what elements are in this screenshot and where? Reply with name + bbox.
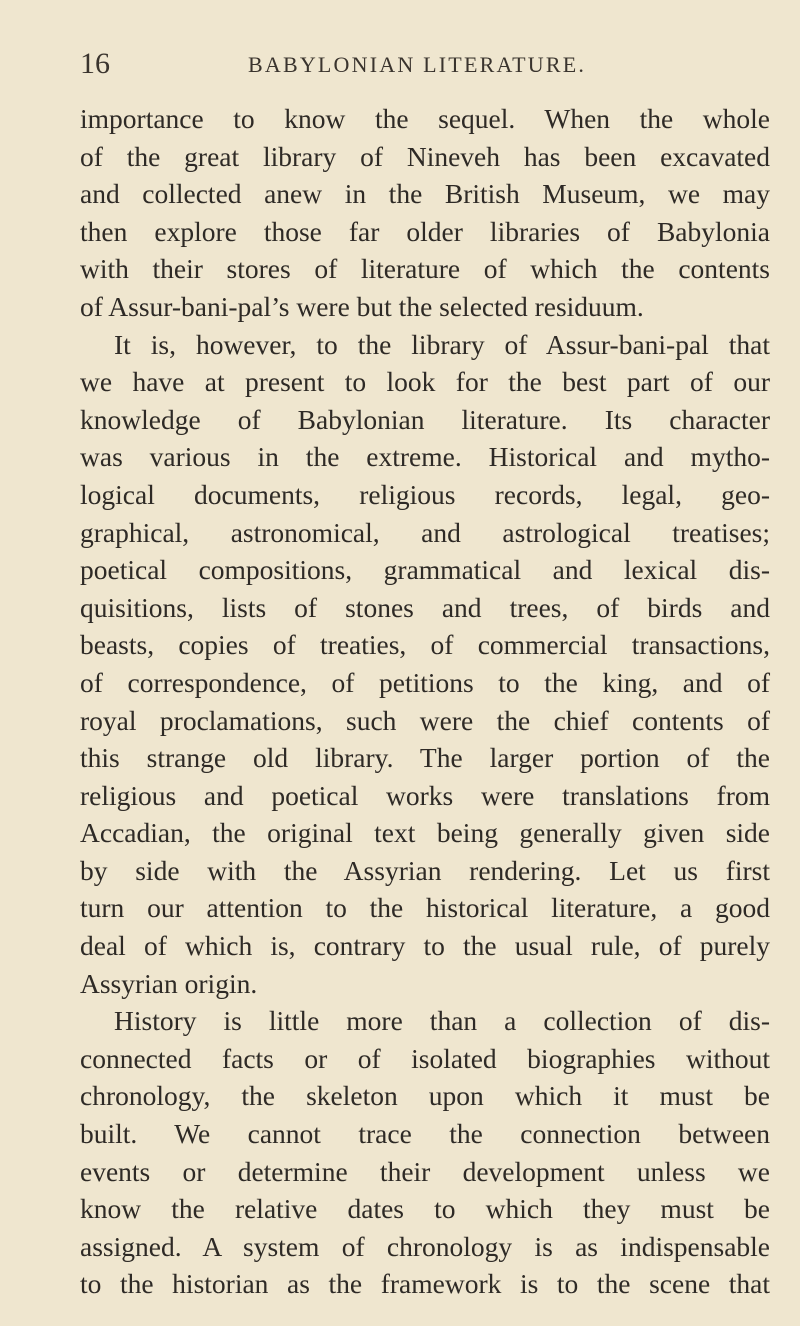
text-line: History is little more than a collection of dis- <box>114 1005 770 1037</box>
text-line: then explore those far older libraries of Babylonia <box>80 215 770 247</box>
text-line: to the historian as the framework is to the scene that <box>80 1268 770 1300</box>
text-line: logical documents, religious records, legal, geo- <box>80 478 770 510</box>
text-line: turn our attention to the historical literature, a good <box>80 892 770 924</box>
text-line: know the relative dates to which they must be <box>80 1193 770 1225</box>
text-line: we have at present to look for the best part of our <box>80 366 770 398</box>
text-line: was various in the extreme. Historical and mytho- <box>80 441 770 473</box>
text-line: knowledge of Babylonian literature. Its character <box>80 403 770 435</box>
text-line: royal proclamations, such were the chief contents of <box>80 704 770 736</box>
text-line: events or determine their development unless we <box>80 1155 770 1187</box>
text-line: beasts, copies of treaties, of commercial transactions, <box>80 629 770 661</box>
running-title: BABYLONIAN LITERATURE. <box>248 52 587 77</box>
text-line: It is, however, to the library of Assur-bani-pal that <box>114 328 770 360</box>
text-line: with their stores of literature of which the contents <box>80 253 770 285</box>
text-line: Accadian, the original text being generally given side <box>80 817 770 849</box>
text-line: graphical, astronomical, and astrological treatises; <box>80 516 770 548</box>
text-line: Assyrian origin. <box>80 967 258 999</box>
text-line: deal of which is, contrary to the usual rule, of purely <box>80 930 770 962</box>
text-line: quisitions, lists of stones and trees, of birds and <box>80 591 770 623</box>
text-line: religious and poetical works were translations from <box>80 779 770 811</box>
page-number: 16 <box>80 47 110 80</box>
text-line: by side with the Assyrian rendering. Let us first <box>80 854 770 886</box>
body-text <box>80 100 770 1303</box>
text-line: connected facts or of isolated biographies without <box>80 1042 770 1074</box>
text-line: and collected anew in the British Museum, we may <box>80 178 770 210</box>
running-head <box>80 46 760 82</box>
text-line: this strange old library. The larger portion of the <box>80 742 770 774</box>
text-line: assigned. A system of chronology is as indispensable <box>80 1230 770 1262</box>
text-line: of correspondence, of petitions to the king, and of <box>80 666 770 698</box>
text-line: poetical compositions, grammatical and lexical dis- <box>80 554 770 586</box>
text-line: chronology, the skeleton upon which it must be <box>80 1080 770 1112</box>
text-line: of the great library of Nineveh has been excavated <box>80 140 770 172</box>
text-line: built. We cannot trace the connection between <box>80 1118 770 1150</box>
text-line: of Assur-bani-pal’s were but the selected residuum. <box>80 290 644 322</box>
text-line: importance to know the sequel. When the whole <box>80 103 770 134</box>
